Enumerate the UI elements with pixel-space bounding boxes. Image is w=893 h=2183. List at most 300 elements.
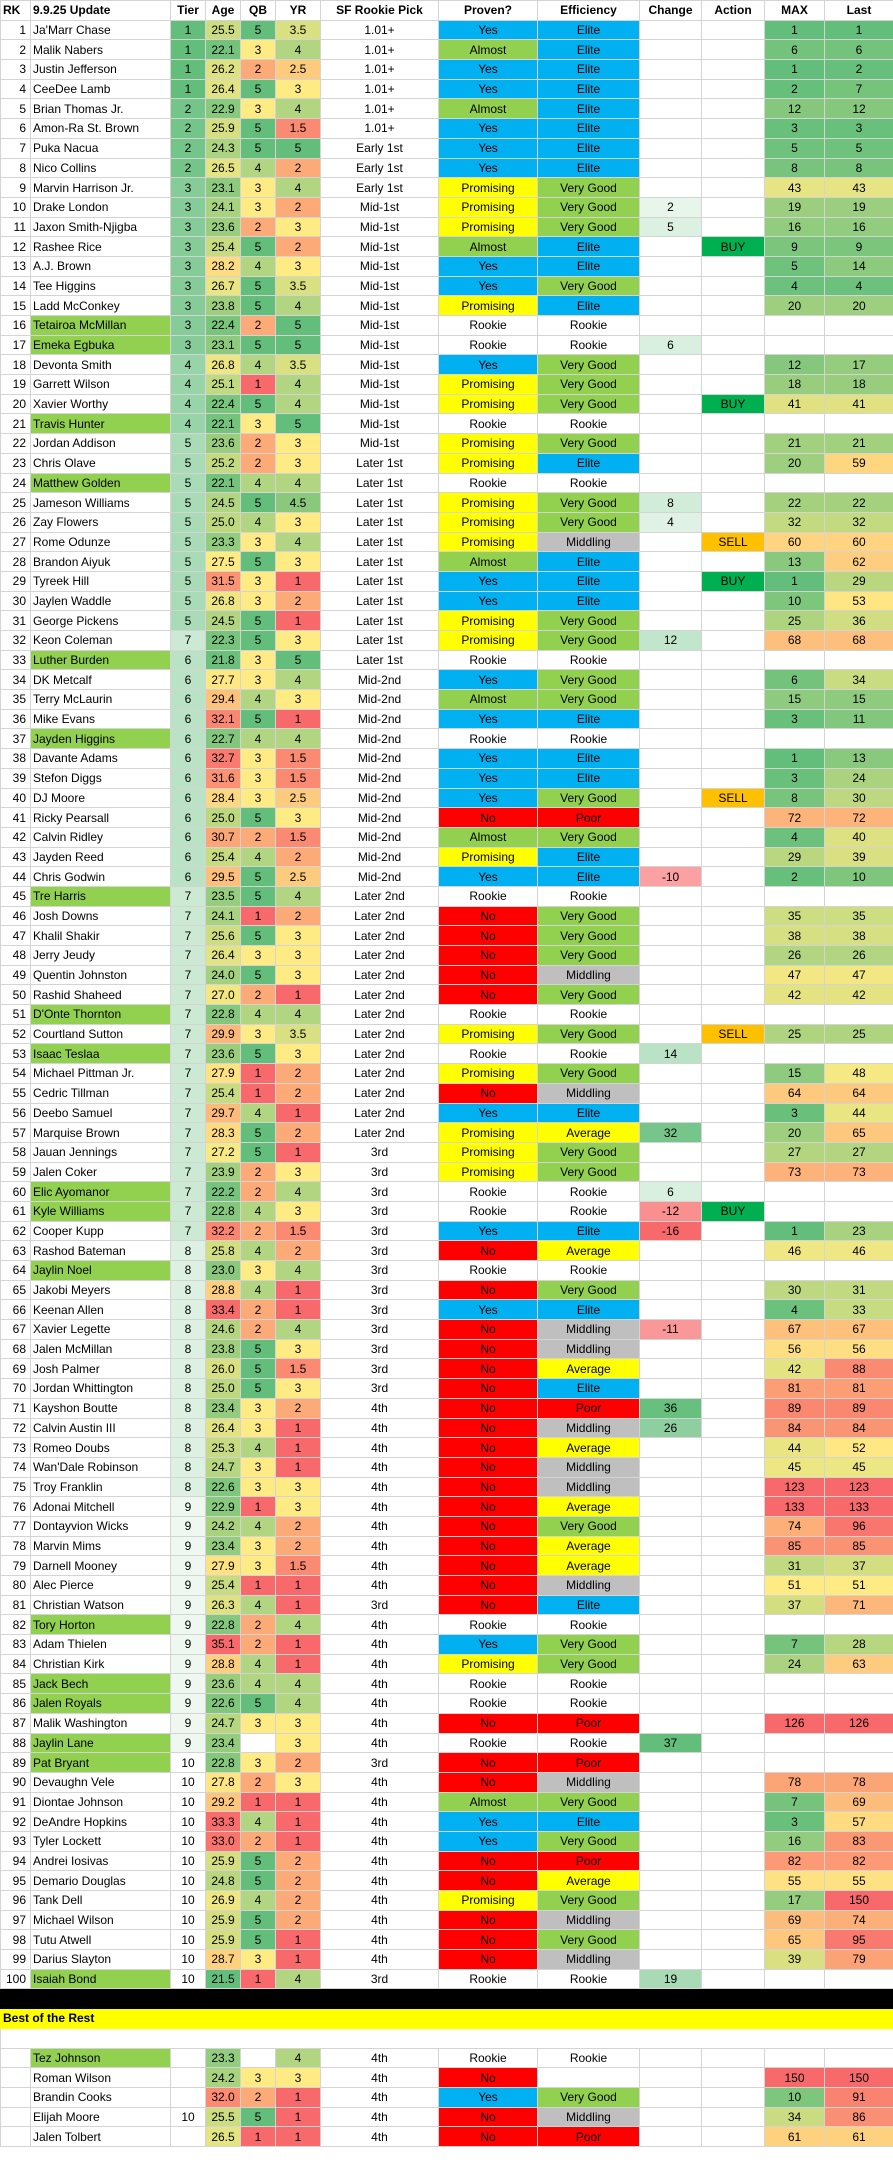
cell-action xyxy=(702,650,765,670)
cell-last: 79 xyxy=(825,1950,893,1970)
cell-change xyxy=(640,571,702,591)
cell-efficiency: Very Good xyxy=(538,1162,640,1182)
cell-proven: No xyxy=(439,1516,538,1536)
cell-tier: 9 xyxy=(171,1733,206,1753)
cell-change xyxy=(640,276,702,296)
table-row xyxy=(1,690,893,710)
cell-proven: Yes xyxy=(439,1103,538,1123)
cell-age: 23.9 xyxy=(206,1162,241,1182)
cell-yr: 2.5 xyxy=(276,867,321,887)
cell-efficiency: Elite xyxy=(538,119,640,139)
cell-rookie-pick: 4th xyxy=(321,1792,439,1812)
cell-action xyxy=(702,965,765,985)
cell-efficiency: Middling xyxy=(538,532,640,552)
cell-rank: 67 xyxy=(1,1320,31,1340)
cell-name: Isaiah Bond xyxy=(31,1969,171,1989)
cell-max: 3 xyxy=(765,1103,825,1123)
cell-name: Brian Thomas Jr. xyxy=(31,99,171,119)
cell-last xyxy=(825,473,893,493)
header-max: MAX xyxy=(765,1,825,21)
cell-name: Travis Hunter xyxy=(31,414,171,434)
cell-yr: 3.5 xyxy=(276,1024,321,1044)
cell-yr: 4 xyxy=(276,296,321,316)
table-row xyxy=(1,375,893,395)
cell-qb: 5 xyxy=(241,296,276,316)
cell-age: 25.6 xyxy=(206,926,241,946)
cell-qb: 2 xyxy=(241,453,276,473)
cell-last: 48 xyxy=(825,1064,893,1084)
cell-name: Chris Godwin xyxy=(31,867,171,887)
cell-efficiency: Very Good xyxy=(538,1792,640,1812)
cell-proven: Promising xyxy=(439,493,538,513)
cell-proven: Yes xyxy=(439,138,538,158)
cell-last: 19 xyxy=(825,197,893,217)
rest-row xyxy=(1,2127,893,2147)
cell-last: 57 xyxy=(825,1812,893,1832)
cell-yr: 4 xyxy=(276,375,321,395)
table-row xyxy=(1,1182,893,1202)
cell-efficiency: Poor xyxy=(538,808,640,828)
cell-age: 22.1 xyxy=(206,473,241,493)
cell-proven: Promising xyxy=(439,178,538,198)
cell-tier: 5 xyxy=(171,532,206,552)
table-row xyxy=(1,493,893,513)
cell-name: Marvin Mims xyxy=(31,1536,171,1556)
cell-proven: Yes xyxy=(439,1831,538,1851)
cell-age: 25.5 xyxy=(206,2107,241,2127)
cell-last: 89 xyxy=(825,1398,893,1418)
cell-tier: 9 xyxy=(171,1713,206,1733)
table-row xyxy=(1,1733,893,1753)
cell-tier: 10 xyxy=(171,1831,206,1851)
cell-name: Christian Kirk xyxy=(31,1654,171,1674)
cell-efficiency: Middling xyxy=(538,1772,640,1792)
cell-proven: No xyxy=(439,1871,538,1891)
cell-tier: 10 xyxy=(171,1792,206,1812)
cell-name: Rashee Rice xyxy=(31,237,171,257)
cell-efficiency: Poor xyxy=(538,1851,640,1871)
cell-action xyxy=(702,808,765,828)
cell-change xyxy=(640,985,702,1005)
cell-yr: 1 xyxy=(276,1635,321,1655)
cell-age: 23.0 xyxy=(206,1261,241,1281)
cell-proven: Promising xyxy=(439,1024,538,1044)
cell-qb: 3 xyxy=(241,591,276,611)
cell-rookie-pick: Mid-2nd xyxy=(321,867,439,887)
cell-action xyxy=(702,1339,765,1359)
cell-age: 33.0 xyxy=(206,1831,241,1851)
cell-rank: 12 xyxy=(1,237,31,257)
cell-efficiency: Elite xyxy=(538,571,640,591)
cell-efficiency: Elite xyxy=(538,847,640,867)
cell-action xyxy=(702,1103,765,1123)
cell-qb: 5 xyxy=(241,1142,276,1162)
cell-name: Terry McLaurin xyxy=(31,690,171,710)
table-row xyxy=(1,1871,893,1891)
cell-proven: Almost xyxy=(439,99,538,119)
cell-max xyxy=(765,316,825,336)
cell-yr: 5 xyxy=(276,650,321,670)
cell-action xyxy=(702,1221,765,1241)
cell-rank: 23 xyxy=(1,453,31,473)
table-row xyxy=(1,709,893,729)
cell-last: 123 xyxy=(825,1477,893,1497)
cell-rookie-pick: 4th xyxy=(321,1516,439,1536)
cell-rank: 46 xyxy=(1,906,31,926)
cell-rookie-pick: 3rd xyxy=(321,1221,439,1241)
cell-proven: Promising xyxy=(439,434,538,454)
cell-name: DeAndre Hopkins xyxy=(31,1812,171,1832)
cell-max: 4 xyxy=(765,1300,825,1320)
cell-name: Jameson Williams xyxy=(31,493,171,513)
cell-change xyxy=(640,2048,702,2068)
cell-action xyxy=(702,1261,765,1281)
cell-rookie-pick: Mid-2nd xyxy=(321,709,439,729)
cell-yr: 2 xyxy=(276,906,321,926)
cell-yr: 2 xyxy=(276,158,321,178)
table-row xyxy=(1,749,893,769)
cell-qb: 1 xyxy=(241,1083,276,1103)
cell-change xyxy=(640,1359,702,1379)
cell-max: 3 xyxy=(765,768,825,788)
cell-proven: Promising xyxy=(439,217,538,237)
cell-rank: 95 xyxy=(1,1871,31,1891)
cell-change: 14 xyxy=(640,1044,702,1064)
cell-qb: 3 xyxy=(241,1477,276,1497)
cell-max: 74 xyxy=(765,1516,825,1536)
cell-rank xyxy=(1,2068,31,2088)
cell-max: 1 xyxy=(765,1221,825,1241)
cell-yr: 1 xyxy=(276,1812,321,1832)
cell-proven: Rookie xyxy=(439,1674,538,1694)
cell-efficiency: Rookie xyxy=(538,650,640,670)
cell-rank: 78 xyxy=(1,1536,31,1556)
cell-max: 20 xyxy=(765,453,825,473)
cell-name: Garrett Wilson xyxy=(31,375,171,395)
cell-qb: 5 xyxy=(241,808,276,828)
table-row xyxy=(1,1103,893,1123)
cell-last: 5 xyxy=(825,138,893,158)
cell-proven: No xyxy=(439,1576,538,1596)
cell-last: 4 xyxy=(825,276,893,296)
rest-row xyxy=(1,2048,893,2068)
cell-age: 25.0 xyxy=(206,1379,241,1399)
cell-efficiency: Elite xyxy=(538,552,640,572)
cell-name: Demario Douglas xyxy=(31,1871,171,1891)
cell-yr: 1 xyxy=(276,709,321,729)
cell-last: 1 xyxy=(825,20,893,40)
cell-rank: 30 xyxy=(1,591,31,611)
cell-efficiency: Rookie xyxy=(538,1733,640,1753)
cell-efficiency: Very Good xyxy=(538,178,640,198)
cell-last: 2 xyxy=(825,60,893,80)
cell-tier: 7 xyxy=(171,906,206,926)
cell-max xyxy=(765,729,825,749)
cell-rookie-pick: Later 2nd xyxy=(321,985,439,1005)
cell-qb: 4 xyxy=(241,473,276,493)
cell-tier: 7 xyxy=(171,926,206,946)
cell-proven: Yes xyxy=(439,355,538,375)
cell-action xyxy=(702,1005,765,1025)
cell-tier: 2 xyxy=(171,158,206,178)
cell-efficiency: Elite xyxy=(538,867,640,887)
cell-action xyxy=(702,217,765,237)
cell-name: Jalen McMillan xyxy=(31,1339,171,1359)
cell-efficiency: Elite xyxy=(538,1103,640,1123)
cell-rank: 13 xyxy=(1,256,31,276)
cell-age: 29.2 xyxy=(206,1792,241,1812)
cell-tier: 9 xyxy=(171,1595,206,1615)
cell-rookie-pick: Mid-2nd xyxy=(321,749,439,769)
cell-yr: 3.5 xyxy=(276,20,321,40)
cell-action xyxy=(702,2048,765,2068)
cell-proven: Yes xyxy=(439,709,538,729)
cell-rookie-pick: Mid-2nd xyxy=(321,788,439,808)
cell-age: 25.3 xyxy=(206,1438,241,1458)
cell-age: 24.0 xyxy=(206,965,241,985)
table-row xyxy=(1,1438,893,1458)
cell-max: 81 xyxy=(765,1379,825,1399)
cell-name: Keon Coleman xyxy=(31,631,171,651)
cell-rank: 60 xyxy=(1,1182,31,1202)
table-row xyxy=(1,552,893,572)
cell-max: 60 xyxy=(765,532,825,552)
cell-yr: 1 xyxy=(276,1457,321,1477)
cell-proven: Almost xyxy=(439,237,538,257)
cell-name: Jayden Reed xyxy=(31,847,171,867)
cell-change xyxy=(640,20,702,40)
cell-action xyxy=(702,197,765,217)
table-row xyxy=(1,1044,893,1064)
cell-rookie-pick: Mid-1st xyxy=(321,394,439,414)
cell-action: BUY xyxy=(702,394,765,414)
cell-change xyxy=(640,394,702,414)
cell-efficiency: Rookie xyxy=(538,414,640,434)
cell-last: 14 xyxy=(825,256,893,276)
cell-max: 38 xyxy=(765,926,825,946)
cell-action xyxy=(702,631,765,651)
cell-age: 28.7 xyxy=(206,1950,241,1970)
cell-qb: 5 xyxy=(241,1910,276,1930)
table-row xyxy=(1,99,893,119)
cell-rookie-pick: Early 1st xyxy=(321,178,439,198)
cell-last: 32 xyxy=(825,512,893,532)
cell-rookie-pick: 4th xyxy=(321,1477,439,1497)
cell-action xyxy=(702,60,765,80)
table-row xyxy=(1,158,893,178)
cell-rank: 8 xyxy=(1,158,31,178)
cell-proven: Yes xyxy=(439,119,538,139)
cell-rookie-pick: Later 2nd xyxy=(321,1005,439,1025)
cell-efficiency: Very Good xyxy=(538,394,640,414)
table-row xyxy=(1,1969,893,1989)
cell-tier: 6 xyxy=(171,729,206,749)
cell-yr: 4 xyxy=(276,40,321,60)
cell-qb: 3 xyxy=(241,788,276,808)
cell-tier: 3 xyxy=(171,256,206,276)
cell-efficiency: Elite xyxy=(538,138,640,158)
cell-max: 10 xyxy=(765,591,825,611)
cell-age: 22.6 xyxy=(206,1694,241,1714)
cell-last: 72 xyxy=(825,808,893,828)
cell-max xyxy=(765,1674,825,1694)
cell-age: 28.8 xyxy=(206,1654,241,1674)
cell-rookie-pick: 3rd xyxy=(321,1339,439,1359)
cell-age: 22.1 xyxy=(206,40,241,60)
cell-last xyxy=(825,1733,893,1753)
cell-action xyxy=(702,2127,765,2147)
cell-proven: Promising xyxy=(439,1142,538,1162)
cell-proven: No xyxy=(439,1753,538,1773)
cell-yr: 3.5 xyxy=(276,355,321,375)
cell-rank: 100 xyxy=(1,1969,31,1989)
cell-yr: 3 xyxy=(276,946,321,966)
cell-efficiency: Very Good xyxy=(538,197,640,217)
cell-age: 32.0 xyxy=(206,2087,241,2107)
cell-max: 47 xyxy=(765,965,825,985)
cell-change: 37 xyxy=(640,1733,702,1753)
cell-action xyxy=(702,1969,765,1989)
table-row xyxy=(1,768,893,788)
cell-age: 25.1 xyxy=(206,375,241,395)
cell-age: 22.7 xyxy=(206,729,241,749)
cell-rookie-pick: 4th xyxy=(321,2087,439,2107)
cell-change: 6 xyxy=(640,1182,702,1202)
cell-max: 41 xyxy=(765,394,825,414)
cell-rookie-pick: Mid-2nd xyxy=(321,729,439,749)
cell-efficiency: Rookie xyxy=(538,1005,640,1025)
cell-age: 26.5 xyxy=(206,158,241,178)
cell-age: 22.3 xyxy=(206,631,241,651)
cell-efficiency: Middling xyxy=(538,1339,640,1359)
cell-age: 26.5 xyxy=(206,2127,241,2147)
cell-yr: 1.5 xyxy=(276,827,321,847)
table-row xyxy=(1,1379,893,1399)
cell-rank: 33 xyxy=(1,650,31,670)
cell-efficiency: Rookie xyxy=(538,1674,640,1694)
cell-tier: 6 xyxy=(171,847,206,867)
cell-last: 63 xyxy=(825,1654,893,1674)
cell-rank: 40 xyxy=(1,788,31,808)
cell-action xyxy=(702,20,765,40)
cell-action xyxy=(702,512,765,532)
cell-action xyxy=(702,768,765,788)
cell-change: 4 xyxy=(640,512,702,532)
cell-max: 69 xyxy=(765,1910,825,1930)
cell-yr: 1 xyxy=(276,1595,321,1615)
cell-tier: 6 xyxy=(171,650,206,670)
cell-max: 43 xyxy=(765,178,825,198)
cell-qb: 2 xyxy=(241,1221,276,1241)
table-row xyxy=(1,1005,893,1025)
cell-qb: 5 xyxy=(241,1694,276,1714)
cell-rookie-pick: 4th xyxy=(321,1438,439,1458)
cell-yr: 2.5 xyxy=(276,788,321,808)
cell-age: 29.5 xyxy=(206,867,241,887)
cell-name: Drake London xyxy=(31,197,171,217)
cell-efficiency: Very Good xyxy=(538,512,640,532)
cell-name: Mike Evans xyxy=(31,709,171,729)
cell-age: 22.8 xyxy=(206,1005,241,1025)
cell-rookie-pick: 3rd xyxy=(321,1300,439,1320)
cell-qb: 3 xyxy=(241,532,276,552)
cell-yr: 2 xyxy=(276,1910,321,1930)
cell-action xyxy=(702,355,765,375)
cell-qb: 3 xyxy=(241,749,276,769)
cell-qb: 5 xyxy=(241,552,276,572)
cell-efficiency: Elite xyxy=(538,1379,640,1399)
cell-name: Andrei Iosivas xyxy=(31,1851,171,1871)
cell-name: Jerry Jeudy xyxy=(31,946,171,966)
cell-last: 61 xyxy=(825,2127,893,2147)
cell-action xyxy=(702,1142,765,1162)
cell-tier: 3 xyxy=(171,296,206,316)
cell-last: 29 xyxy=(825,571,893,591)
cell-max: 9 xyxy=(765,237,825,257)
table-row xyxy=(1,1064,893,1084)
cell-max: 2 xyxy=(765,867,825,887)
cell-rank: 44 xyxy=(1,867,31,887)
cell-qb: 2 xyxy=(241,1615,276,1635)
cell-proven: No xyxy=(439,965,538,985)
cell-tier: 8 xyxy=(171,1241,206,1261)
table-row xyxy=(1,1418,893,1438)
table-row xyxy=(1,512,893,532)
table-row xyxy=(1,138,893,158)
cell-yr: 4 xyxy=(276,1615,321,1635)
cell-rookie-pick: 4th xyxy=(321,1457,439,1477)
cell-rookie-pick: Mid-2nd xyxy=(321,808,439,828)
cell-rookie-pick: 3rd xyxy=(321,1379,439,1399)
section-title: Best of the Rest xyxy=(1,2009,893,2029)
cell-tier: 6 xyxy=(171,749,206,769)
cell-action xyxy=(702,2087,765,2107)
cell-name: Deebo Samuel xyxy=(31,1103,171,1123)
cell-yr: 3.5 xyxy=(276,276,321,296)
cell-change xyxy=(640,1851,702,1871)
cell-change xyxy=(640,906,702,926)
cell-tier: 8 xyxy=(171,1359,206,1379)
cell-rookie-pick: 3rd xyxy=(321,1142,439,1162)
cell-rookie-pick: Early 1st xyxy=(321,158,439,178)
table-row xyxy=(1,1792,893,1812)
cell-efficiency: Very Good xyxy=(538,690,640,710)
cell-max: 1 xyxy=(765,749,825,769)
cell-last: 44 xyxy=(825,1103,893,1123)
cell-yr: 2 xyxy=(276,1516,321,1536)
cell-last: 45 xyxy=(825,1457,893,1477)
cell-tier: 3 xyxy=(171,335,206,355)
cell-last: 20 xyxy=(825,296,893,316)
header-row xyxy=(1,1,893,21)
cell-max: 3 xyxy=(765,709,825,729)
cell-rookie-pick: 1.01+ xyxy=(321,79,439,99)
table-row xyxy=(1,1201,893,1221)
cell-proven: No xyxy=(439,926,538,946)
cell-name: Devonta Smith xyxy=(31,355,171,375)
cell-rank: 36 xyxy=(1,709,31,729)
cell-max: 6 xyxy=(765,40,825,60)
cell-rank: 32 xyxy=(1,631,31,651)
cell-rank: 1 xyxy=(1,20,31,40)
cell-name: Davante Adams xyxy=(31,749,171,769)
cell-qb: 4 xyxy=(241,847,276,867)
cell-tier: 8 xyxy=(171,1280,206,1300)
cell-tier: 3 xyxy=(171,276,206,296)
cell-tier: 3 xyxy=(171,178,206,198)
cell-qb: 2 xyxy=(241,1831,276,1851)
cell-rank: 47 xyxy=(1,926,31,946)
